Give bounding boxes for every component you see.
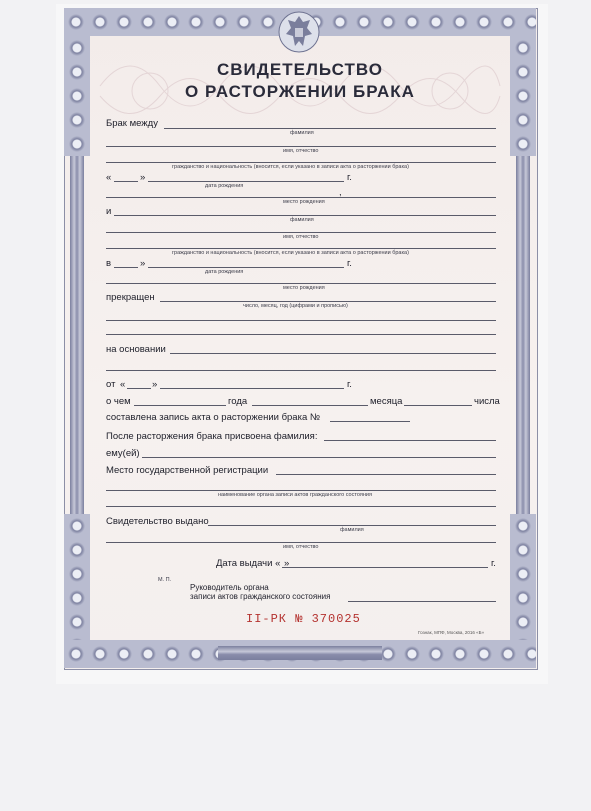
registration-place-field[interactable]	[276, 474, 496, 475]
spouse2-birthplace-field[interactable]	[106, 283, 496, 284]
spouse1-birth-date-hint: дата рождения	[205, 183, 244, 189]
termination-date-field-3[interactable]	[106, 334, 496, 335]
issue-date-label: Дата выдачи «	[216, 558, 281, 569]
spouse2-name-hint: имя, отчество	[283, 234, 319, 240]
document-title-line2: О РАСТОРЖЕНИИ БРАКА	[185, 82, 415, 101]
basis-field-2[interactable]	[106, 370, 496, 371]
spouse1-birthplace-hint: место рождения	[283, 199, 325, 205]
spouse2-citizenship-field[interactable]	[106, 248, 496, 249]
record-number-field[interactable]	[330, 421, 410, 422]
ornament-border-right-top	[510, 36, 536, 156]
spouse1-name-field[interactable]	[106, 146, 496, 147]
ornament-border-left-top	[64, 36, 90, 156]
spouse2-birthplace-hint: место рождения	[283, 285, 325, 291]
spouse1-birthplace-field[interactable]	[106, 197, 496, 198]
guilloche-bar-left	[70, 156, 84, 514]
basis-day-field[interactable]	[127, 388, 151, 389]
new-surname-field-2[interactable]	[142, 457, 496, 458]
spouse1-comma: ,	[339, 187, 342, 198]
ot-close: »	[152, 379, 158, 390]
guilloche-bar-right	[516, 156, 530, 514]
spouse1-date-open: «	[106, 172, 112, 183]
spouse1-surname-hint: фамилия	[290, 130, 314, 136]
spouse1-year-suffix: г.	[347, 172, 352, 183]
spouse1-date-close: »	[140, 172, 146, 183]
termination-date-field-2[interactable]	[106, 320, 496, 321]
guilloche-bar-bottom	[218, 646, 382, 660]
chisla-label: числа	[474, 396, 500, 407]
stamp-place-label: М. П.	[158, 577, 172, 583]
spouse2-surname-field[interactable]	[114, 215, 496, 216]
spouse2-birth-date-field[interactable]	[148, 267, 344, 268]
ot-open: «	[120, 379, 126, 390]
ornament-border-right-bottom	[510, 514, 536, 640]
new-surname-field[interactable]	[324, 440, 496, 441]
basis-field[interactable]	[170, 353, 496, 354]
spouse2-surname-hint: фамилия	[290, 217, 314, 223]
issue-year-suffix: г.	[491, 558, 496, 569]
spouse2-name-field[interactable]	[106, 232, 496, 233]
spouse1-birth-date-field[interactable]	[148, 181, 344, 182]
emu-label: ему(ей)	[106, 448, 140, 459]
issued-surname-hint: фамилия	[340, 527, 364, 533]
ornament-border-left-bottom	[64, 514, 90, 640]
record-year-field[interactable]	[134, 405, 226, 406]
registration-place-field-3[interactable]	[106, 506, 496, 507]
signature-field[interactable]	[348, 601, 496, 602]
coat-of-arms-icon	[278, 8, 320, 56]
o-chem-label: о чем	[106, 396, 131, 407]
registration-place-label: Место государственной регистрации	[106, 465, 269, 476]
mesyatsa-label: месяца	[370, 396, 403, 407]
registration-place-hint: наименование органа записи актов гражданского состояния	[218, 492, 372, 498]
record-month-field[interactable]	[252, 405, 368, 406]
termination-date-hint: число, месяц, год (цифрами и прописью)	[243, 303, 348, 309]
spouse2-date-open: в	[106, 258, 112, 269]
printer-imprint: Гознак, МПФ, Москва, 2016 «Б»	[418, 630, 485, 635]
issued-to-label: Свидетельство выдано	[106, 516, 209, 527]
record-day-field[interactable]	[404, 405, 472, 406]
spouse1-name-hint: имя, отчество	[283, 148, 319, 154]
termination-date-field[interactable]	[160, 301, 496, 302]
new-surname-label: После расторжения брака присвоена фамилия:	[106, 431, 318, 442]
certificate-serial-number: II-РК № 370025	[246, 612, 361, 626]
issue-date-field[interactable]	[292, 567, 488, 568]
issued-name-hint: имя, отчество	[283, 544, 319, 550]
goda-label: года	[228, 396, 248, 407]
spouse1-citizenship-field[interactable]	[106, 162, 496, 163]
spouse2-year-suffix: г.	[347, 258, 352, 269]
registration-place-field-2[interactable]	[106, 490, 496, 491]
spouse1-birth-day-field[interactable]	[114, 181, 138, 182]
head-label-line1: Руководитель органа	[190, 583, 269, 592]
document-title-line1: СВИДЕТЕЛЬСТВО	[217, 60, 383, 79]
prekrashchen-label: прекращен	[106, 292, 155, 303]
spouse1-citizenship-hint: гражданство и национальность (вносится, если указано в записи акта о расторжении брака)	[172, 164, 409, 170]
head-label-line2: записи актов гражданского состояния	[190, 592, 331, 601]
spouse2-birth-date-hint: дата рождения	[205, 269, 244, 275]
brak-mezhdu-label: Брак между	[106, 118, 158, 129]
spouse1-surname-field[interactable]	[164, 128, 496, 129]
spouse2-date-close: »	[140, 258, 146, 269]
spouse2-citizenship-hint: гражданство и национальность (вносится, если указано в записи акта о расторжении брака)	[172, 250, 409, 256]
issue-date-close: »	[284, 558, 290, 569]
issued-surname-field[interactable]	[208, 525, 496, 526]
na-osnovanii-label: на основании	[106, 344, 166, 355]
ot-label: от	[106, 379, 116, 390]
and-label: и	[106, 206, 112, 217]
basis-date-field[interactable]	[160, 388, 344, 389]
record-number-label: составлена запись акта о расторжении брака №	[106, 412, 321, 423]
ot-year-suffix: г.	[347, 379, 352, 390]
spouse2-birth-day-field[interactable]	[114, 267, 138, 268]
issued-name-field[interactable]	[106, 542, 496, 543]
